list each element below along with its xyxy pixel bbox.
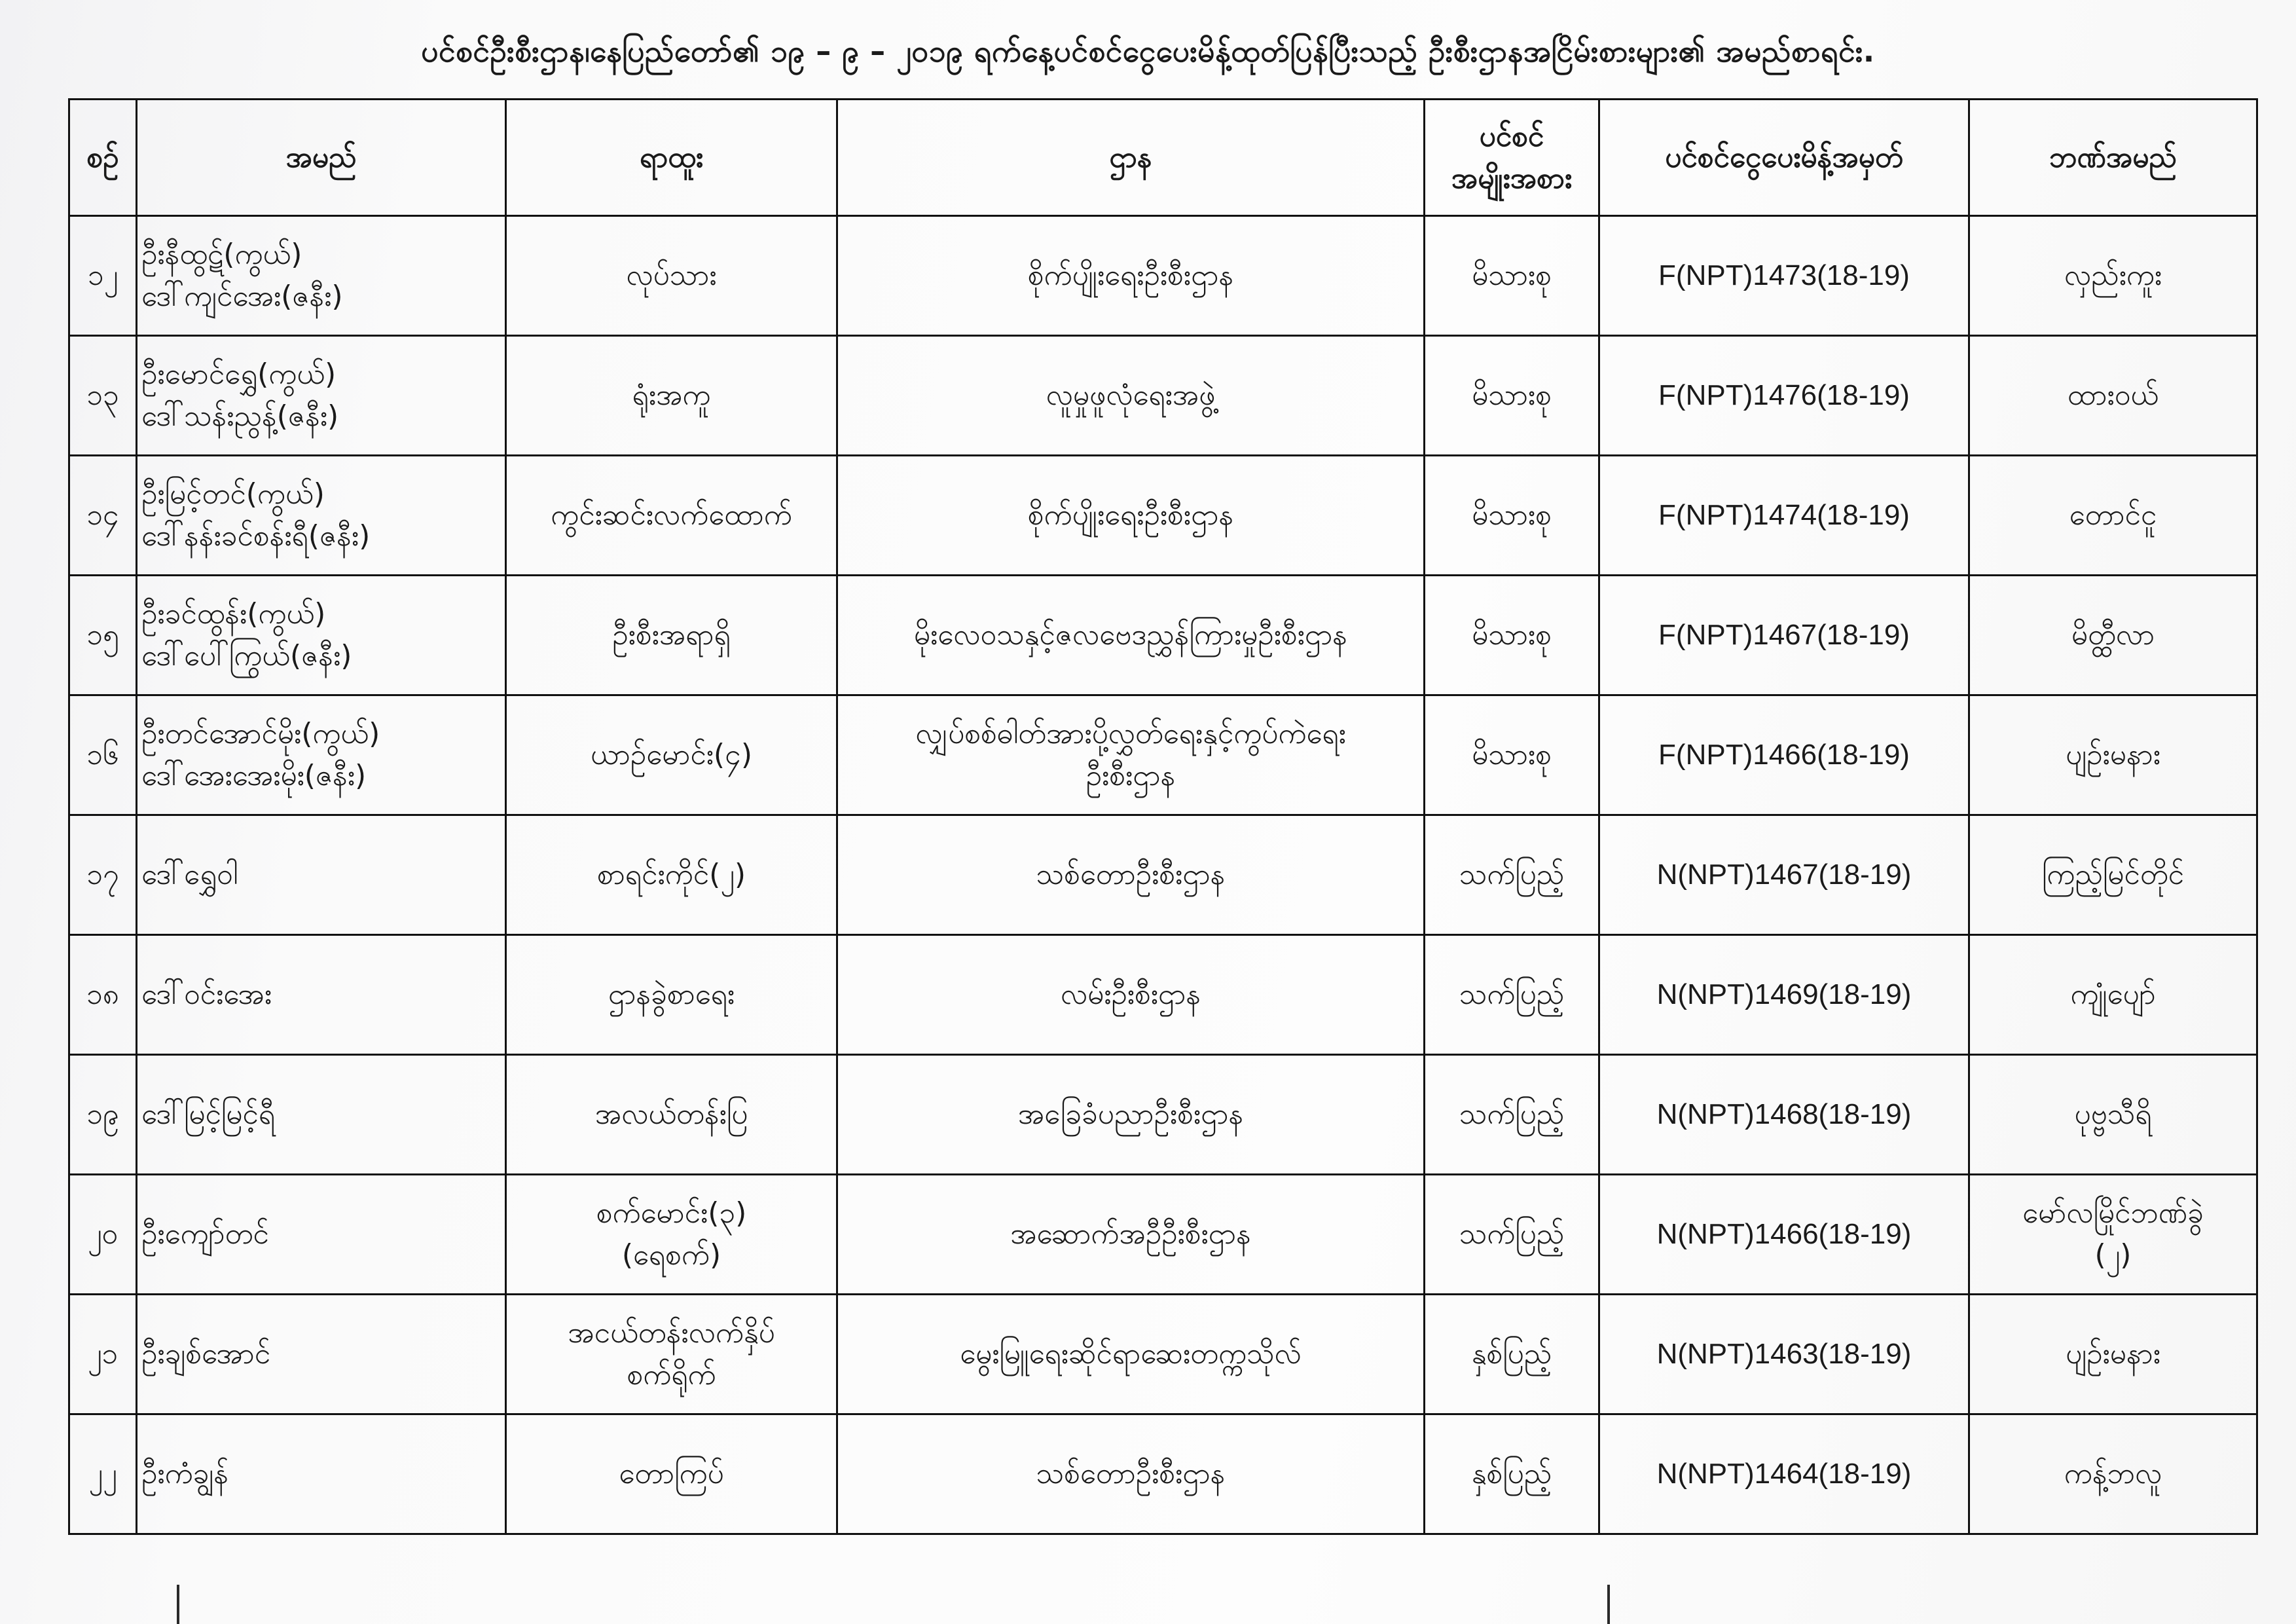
table-row (69, 695, 2257, 815)
table-row (69, 935, 2257, 1055)
cell-department (837, 336, 1425, 456)
cell-department (837, 576, 1425, 695)
rank-line-1: ဌာနခွဲစာရေး (608, 978, 735, 1012)
cell-pension-type: မိသားစု (1425, 695, 1599, 815)
bank-line-1: ပျဉ်းမနား (2066, 738, 2160, 772)
cell-rank (506, 336, 837, 456)
cell-order-no: N(NPT)1469(18-19) (1599, 935, 1969, 1055)
cell-rank (506, 1295, 837, 1414)
header-pension-type-line2: အမျိုးအစား (1451, 161, 1573, 195)
cell-rank (506, 935, 837, 1055)
cell-rank (506, 815, 837, 935)
rank-line-1: ရုံးအကူ (632, 378, 711, 413)
rank-line-1: စက်မောင်း(၃) (596, 1196, 747, 1230)
department-line-1: လူမှုဖူလုံရေးအဖွဲ့ (1046, 378, 1216, 413)
cell-bank (1969, 336, 2257, 456)
cell-order-no: F(NPT)1476(18-19) (1599, 336, 1969, 456)
bank-line-1: တောင်ငူ (2069, 498, 2157, 532)
cell-no: ၂၂ (69, 1414, 137, 1534)
table-row (69, 576, 2257, 695)
cell-no: ၁၇ (69, 815, 137, 935)
cell-no: ၁၈ (69, 935, 137, 1055)
department-line-1: လျှပ်စစ်ဓါတ်အားပို့လွှတ်ရေးနှင့်ကွပ်ကဲရေး (915, 717, 1346, 751)
cell-name (137, 1295, 506, 1414)
name-line-2: ဒေါ်အေးအေးမိုး(ဇနီး) (141, 759, 367, 792)
department-line-1: အဆောက်အဦဦးစီးဌာန (1010, 1217, 1251, 1251)
cell-order-no: N(NPT)1467(18-19) (1599, 815, 1969, 935)
rank-line-1: တောကြပ် (619, 1457, 724, 1491)
cell-department (837, 1055, 1425, 1175)
cell-rank (506, 695, 837, 815)
cell-name (137, 456, 506, 576)
table-row (69, 1175, 2257, 1295)
cell-bank (1969, 815, 2257, 935)
cell-department (837, 456, 1425, 576)
cell-pension-type: မိသားစု (1425, 456, 1599, 576)
cell-name (137, 695, 506, 815)
cell-department (837, 1295, 1425, 1414)
cell-bank (1969, 576, 2257, 695)
header-no: စဉ် (69, 100, 137, 216)
cell-no: ၁၄ (69, 456, 137, 576)
cell-no: ၁၉ (69, 1055, 137, 1175)
cell-rank (506, 576, 837, 695)
cell-bank (1969, 216, 2257, 336)
cell-order-no: F(NPT)1474(18-19) (1599, 456, 1969, 576)
name-line-2: ဒေါ်သန်းညွန့်(ဇနီး) (141, 399, 339, 433)
department-line-1: မိုးလေဝသနှင့်ဇလဗေဒညွှန်ကြားမှုဦးစီးဌာန (913, 618, 1348, 652)
name-line-1: ဦးကျော်တင် (141, 1217, 269, 1251)
name-line-2: ဒေါ်ကျင်အေး(ဇနီး) (141, 280, 343, 313)
cell-no: ၁၂ (69, 216, 137, 336)
bank-line-1: မော်လမြိုင်ဘဏ်ခွဲ (2022, 1196, 2204, 1230)
cell-order-no: N(NPT)1464(18-19) (1599, 1414, 1969, 1534)
bank-line-2: (၂) (2094, 1238, 2132, 1272)
table-row (69, 815, 2257, 935)
cell-pension-type: မိသားစု (1425, 336, 1599, 456)
bank-line-1: ကျုံပျော် (2070, 978, 2156, 1012)
cell-pension-type: သက်ပြည့် (1425, 1055, 1599, 1175)
cell-pension-type: သက်ပြည့် (1425, 935, 1599, 1055)
cell-department (837, 935, 1425, 1055)
cell-rank (506, 456, 837, 576)
rank-line-1: စာရင်းကိုင်(၂) (596, 858, 746, 892)
name-line-1: ဦးနီထွဋ်(ကွယ်) (141, 238, 302, 272)
table-row (69, 216, 2257, 336)
table-row (69, 1055, 2257, 1175)
cell-bank (1969, 1414, 2257, 1534)
cell-department (837, 695, 1425, 815)
cell-no: ၁၆ (69, 695, 137, 815)
next-page-edge (0, 1585, 2296, 1624)
cell-name (137, 336, 506, 456)
cell-order-no: N(NPT)1468(18-19) (1599, 1055, 1969, 1175)
rank-line-1: အငယ်တန်းလက်နှိပ် (568, 1316, 775, 1350)
table-row (69, 1414, 2257, 1534)
cell-name (137, 1414, 506, 1534)
rank-line-1: အလယ်တန်းပြ (594, 1098, 748, 1132)
header-bank: ဘဏ်အမည် (1969, 100, 2257, 216)
name-line-1: ဦးခင်ထွန်း(ကွယ်) (141, 597, 326, 631)
table-header-row (69, 100, 2257, 216)
next-page-rule-left (177, 1585, 179, 1624)
department-line-1: စိုက်ပျိုးရေးဦးစီးဌာန (1027, 259, 1234, 293)
bank-line-1: ကြည့်မြင်တိုင် (2041, 858, 2185, 892)
table-row (69, 336, 2257, 456)
cell-bank (1969, 1175, 2257, 1295)
department-line-1: လမ်းဦးစီးဌာန (1060, 978, 1201, 1012)
cell-name (137, 216, 506, 336)
name-line-1: ဦးမောင်ရွှေ(ကွယ်) (141, 358, 337, 392)
header-pension-type (1425, 100, 1599, 216)
cell-no: ၁၅ (69, 576, 137, 695)
name-line-1: ဒေါ်ရွှေဝါ (141, 858, 238, 892)
table-row (69, 1295, 2257, 1414)
cell-pension-type: နှစ်ပြည့် (1425, 1295, 1599, 1414)
cell-name (137, 1055, 506, 1175)
cell-name (137, 576, 506, 695)
cell-rank (506, 216, 837, 336)
cell-pension-type: သက်ပြည့် (1425, 1175, 1599, 1295)
cell-order-no: N(NPT)1463(18-19) (1599, 1295, 1969, 1414)
header-order-no: ပင်စင်ငွေပေးမိန့်အမှတ် (1599, 100, 1969, 216)
cell-order-no: F(NPT)1473(18-19) (1599, 216, 1969, 336)
cell-department (837, 1414, 1425, 1534)
department-line-1: သစ်တောဦးစီးဌာန (1036, 1457, 1226, 1491)
cell-name (137, 815, 506, 935)
department-line-1: မွေးမြူရေးဆိုင်ရာဆေးတက္ကသိုလ် (960, 1337, 1302, 1371)
rank-line-2: စက်ရိုက် (627, 1358, 716, 1392)
rank-line-1: ကွင်းဆင်းလက်ထောက် (551, 498, 792, 532)
cell-bank (1969, 456, 2257, 576)
next-page-rule-right (1607, 1585, 1610, 1624)
bank-line-1: မိတ္ထီလာ (2071, 618, 2155, 652)
rank-line-1: လုပ်သား (626, 259, 717, 293)
cell-no: ၁၃ (69, 336, 137, 456)
cell-no: ၂၀ (69, 1175, 137, 1295)
bank-line-1: ထားဝယ် (2067, 378, 2159, 413)
pension-roster-table (68, 98, 2258, 1535)
cell-pension-type: နှစ်ပြည့် (1425, 1414, 1599, 1534)
rank-line-1: ယာဉ်မောင်း(၄) (591, 738, 752, 772)
name-line-1: ဦးကံချွန် (141, 1457, 229, 1491)
bank-line-1: ပျဉ်းမနား (2066, 1337, 2160, 1371)
cell-pension-type: မိသားစု (1425, 216, 1599, 336)
cell-order-no: F(NPT)1466(18-19) (1599, 695, 1969, 815)
cell-name (137, 1175, 506, 1295)
cell-bank (1969, 695, 2257, 815)
cell-bank (1969, 1055, 2257, 1175)
table-row (69, 456, 2257, 576)
name-line-1: ဒေါ်မြင့်မြင့်ရီ (141, 1098, 276, 1132)
cell-pension-type: မိသားစု (1425, 576, 1599, 695)
header-rank: ရာထူး (506, 100, 837, 216)
department-line-1: အခြေခံပညာဦးစီးဌာန (1017, 1098, 1244, 1132)
cell-department (837, 216, 1425, 336)
department-line-2: ဦးစီးဌာန (1085, 759, 1176, 792)
header-name: အမည် (137, 100, 506, 216)
department-line-1: စိုက်ပျိုးရေးဦးစီးဌာန (1027, 498, 1234, 532)
table-body (69, 216, 2257, 1534)
name-line-1: ဦးမြင့်တင်(ကွယ်) (141, 477, 325, 511)
cell-rank (506, 1175, 837, 1295)
name-line-1: ဒေါ်ဝင်းအေး (141, 978, 272, 1012)
header-department: ဌာန (837, 100, 1425, 216)
department-line-1: သစ်တောဦးစီးဌာန (1036, 858, 1226, 892)
rank-line-1: ဦးစီးအရာရှိ (612, 618, 731, 652)
name-line-1: ဦးတင်အောင်မိုး(ကွယ်) (141, 717, 380, 751)
cell-bank (1969, 935, 2257, 1055)
cell-bank (1969, 1295, 2257, 1414)
cell-department (837, 815, 1425, 935)
cell-rank (506, 1055, 837, 1175)
name-line-1: ဦးချစ်အောင် (141, 1337, 271, 1371)
cell-order-no: N(NPT)1466(18-19) (1599, 1175, 1969, 1295)
cell-pension-type: သက်ပြည့် (1425, 815, 1599, 935)
document-title: ပင်စင်ဦးစီးဌာန၊နေပြည်တော်၏ ၁၉ – ၉ – ၂၀၁၉ ရက်နေ့ပင်စင်ငွေပေးမိန့်ထုတ်ပြန်ပြီးသည့် ဦးစီးဌာနအငြိမ်းစားများ၏ အမည်စာရင်း. (421, 33, 1875, 69)
bank-line-1: ပုဗ္ဗသီရိ (2074, 1098, 2152, 1132)
cell-department (837, 1175, 1425, 1295)
cell-name (137, 935, 506, 1055)
cell-no: ၂၁ (69, 1295, 137, 1414)
bank-line-1: လှည်းကူး (2064, 259, 2162, 293)
cell-order-no: F(NPT)1467(18-19) (1599, 576, 1969, 695)
bank-line-1: ကန့်ဘလူ (2064, 1457, 2162, 1491)
cell-rank (506, 1414, 837, 1534)
name-line-2: ဒေါ်ပေါ်ကြွယ်(ဇနီး) (141, 639, 352, 673)
rank-line-2: (ရေစက်) (621, 1238, 721, 1272)
name-line-2: ဒေါ်နန်းခင်စန်းရီ(ဇနီး) (141, 519, 371, 553)
header-pension-type-line1: ပင်စင် (1479, 119, 1544, 153)
